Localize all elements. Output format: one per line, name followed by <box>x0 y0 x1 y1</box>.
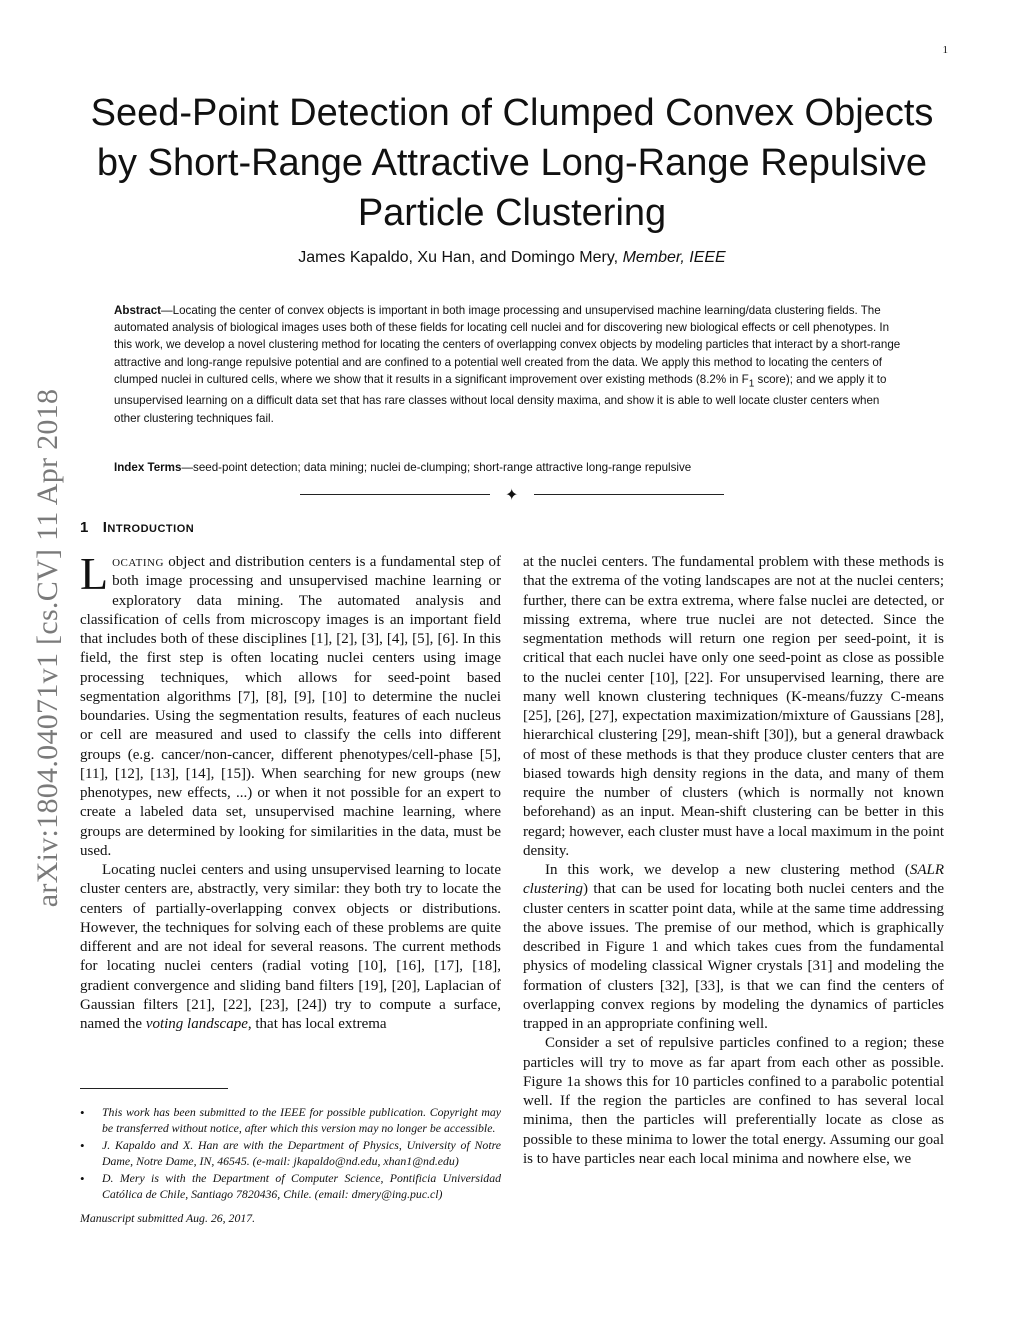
bullet-icon: • <box>80 1138 85 1154</box>
index-terms-label: Index Terms <box>114 461 182 474</box>
bullet-icon: • <box>80 1171 85 1187</box>
footnote-item <box>80 1171 501 1202</box>
intro-paragraph-2-text: Locating nuclei centers and using unsupervised learning to locate cluster centers are, abstractly, very similar: they both try to locate the centers of partially-overlapping convex objects or distributions. However, the techniques for solving each of these problems are quite different and are not ideal for several reasons. The current methods for locating nuclei centers (radial voting [10], [16], [17], [18], gradient convergence and sliding band filters [19], [20], Laplacian of Gaussian filters [21], [22], [23], [24]) try to compute a surface, named the <box>80 862 501 1032</box>
intro-paragraph-1 <box>80 548 501 861</box>
intro-paragraph-3: at the nuclei centers. The fundamental problem with these methods is that the extrema of the voting landscapes are not at the nuclei centers; further, there can be extra extrema, where false nuclei are detected, or missing extrema, where true nuclei are not detected. Since the segmentation methods will return one region per seed-point, it is critical that each nuclei have only one seed-point as close as possible to the nuclei center [10], [22]. For unsupervised learning, there are many well known clustering techniques (K-means/fuzzy C-means [25], [26], [27], expectation maximization/mixture of Gaussians [28], hierarchical clustering [29], mean-shift [30]), but a general drawback of most of these methods is that they produce cluster centers that are biased towards high density regions in the data, and many of them require the number of clusters (which is normally not known beforehand) as an input. Mean-shift clustering can be better in this regard; however, each cluster must have a local maximum in the point density. <box>523 554 944 859</box>
footnote-text: D. Mery is with the Department of Computer Science, Pontificia Universidad Católica de Chile, Santiago 7820436, Chile. (email: dmery@ing.puc.cl) <box>102 1171 501 1201</box>
index-terms <box>114 459 908 476</box>
intro-paragraph-2-emphasis: voting landscape <box>145 1016 248 1032</box>
intro-paragraph-4-end: ) that can be used for locating both nuclei centers and the cluster centers in scatter point data, while at the same time addressing the above issues. The premise of our method, which is graphically described in Figure 1 and which takes cues from the fundamental physics of modeling classical Wigner crystals [31] and modeling the formation of clusters [32], [33], is that we can find the centers of overlapping convex regions by modeling the dynamics of particles trapped in an appropriate confining well. <box>523 881 944 1032</box>
section-title: Introduction <box>102 519 195 536</box>
abstract-label: Abstract <box>114 304 162 317</box>
intro-paragraph-5: Consider a set of repulsive particles confined to a region; these particles will try to move as far apart from each other as possible. Figure 1a shows this for 10 particles confined to a parabolic potential well. If the region the particles are confined to has several local minima, then the particles will preferentially locate as close as possible to these minima to lower the total energy. Assuming our goal is to have particles near each local minima and nowhere else, we <box>523 1035 944 1167</box>
manuscript-note: Manuscript submitted Aug. 26, 2017. <box>80 1210 256 1225</box>
drop-cap-letter: L <box>80 548 109 599</box>
drop-cap-smallcaps: ocating <box>112 554 164 570</box>
footnote-item <box>80 1138 501 1169</box>
intro-paragraph-2-end: , that has local extrema <box>247 1016 387 1032</box>
footnote-list <box>80 1105 501 1203</box>
bullet-icon: • <box>80 1105 85 1120</box>
paper-title: Seed-Point Detection of Clumped Convex Objects by Short-Range Attractive Long-Range Repulsive Particle Clustering <box>90 92 934 234</box>
separator-rule-right <box>534 494 724 495</box>
section-separator <box>300 486 724 504</box>
abstract <box>114 302 908 427</box>
section-number: 1 <box>80 519 89 536</box>
author-line <box>80 249 944 267</box>
left-column <box>80 548 501 1034</box>
abstract-text-end: score); and we apply it to unsupervised learning on a difficult data set that has rare classes without local density maxima, and show it is able to well locate cluster centers when other clustering techniques fail. <box>114 372 887 425</box>
separator-star-glyph: ✦ <box>505 487 519 504</box>
footnotes <box>80 1105 501 1226</box>
footnote-rule <box>80 1088 228 1089</box>
intro-paragraph-2 <box>80 861 501 1034</box>
author-names: James Kapaldo, Xu Han, and Domingo Mery, <box>298 249 619 266</box>
separator-rule-left <box>300 494 490 495</box>
intro-paragraph-4-emphasis: SALR clustering <box>523 862 944 898</box>
footnote-item <box>80 1105 501 1136</box>
section-heading <box>80 519 194 536</box>
abstract-text: —Locating the center of convex objects is important in both image processing and unsupervised machine learning/data clustering fields. The automated analysis of biological images uses both of these fields for locating cell nuclei and for discovering new biological effects or cell phenotypes. In this work, we develop a novel clustering method for locating the centers of overlapping convex objects by modeling particles that interact by a short-range attractive and long-range repulsive potential and are confined to a potential well created from the data. We apply this method to locating the centers of clumped nuclei in cultured cells, where we show that it results in a significant improvement over existing methods (8.2% in F <box>114 304 901 386</box>
page-number: 1 <box>942 44 948 56</box>
intro-paragraph-4 <box>523 861 944 1034</box>
index-terms-text: —seed-point detection; data mining; nuclei de-clumping; short-range attractive long-range repulsive <box>181 461 692 474</box>
footnote-text: This work has been submitted to the IEEE for possible publication. Copyright may be transferred without notice, after which this version may no longer be accessible. <box>102 1105 501 1135</box>
right-column <box>523 553 944 1169</box>
author-membership: Member, IEEE <box>622 249 726 266</box>
abstract-subscript: 1 <box>748 378 755 390</box>
arxiv-identifier-stamp: arXiv:1804.04071v1 [cs.CV] 11 Apr 2018 <box>31 388 64 908</box>
footnote-text: J. Kapaldo and X. Han are with the Department of Physics, University of Notre Dame, Notre Dame, IN, 46545. (e-mail: jkapaldo@nd.edu, xhan1@nd.edu) <box>102 1138 501 1168</box>
intro-paragraph-1-text: object and distribution centers is a fundamental step of both image processing and unsupervised machine learning or exploratory data mining. The automated analysis and classification of cells from microscopy images is an important field that includes both of these disciplines [1], [2], [3], [4], [5], [6]. In this field, the first step is often locating nuclei centers using image processing techniques, which allows for seed-point based segmentation algorithms [7], [8], [9], [10] to determine the nuclei boundaries. Using the segmentation results, features of each nucleus or cell are measured and used to classify the cells into different groups (e.g. cancer/non-cancer, different phenotypes/cell-phase [5], [11], [12], [13], [14], [15]). When searching for new groups (new phenotypes, new effects, ...) or when it not possible for an expert to create a labeled data set, unsupervised machine learning, where groups are determined by looking for similarities in the data, must be used. <box>80 554 501 859</box>
intro-paragraph-4-text: In this work, we develop a new clustering method ( <box>545 862 910 878</box>
